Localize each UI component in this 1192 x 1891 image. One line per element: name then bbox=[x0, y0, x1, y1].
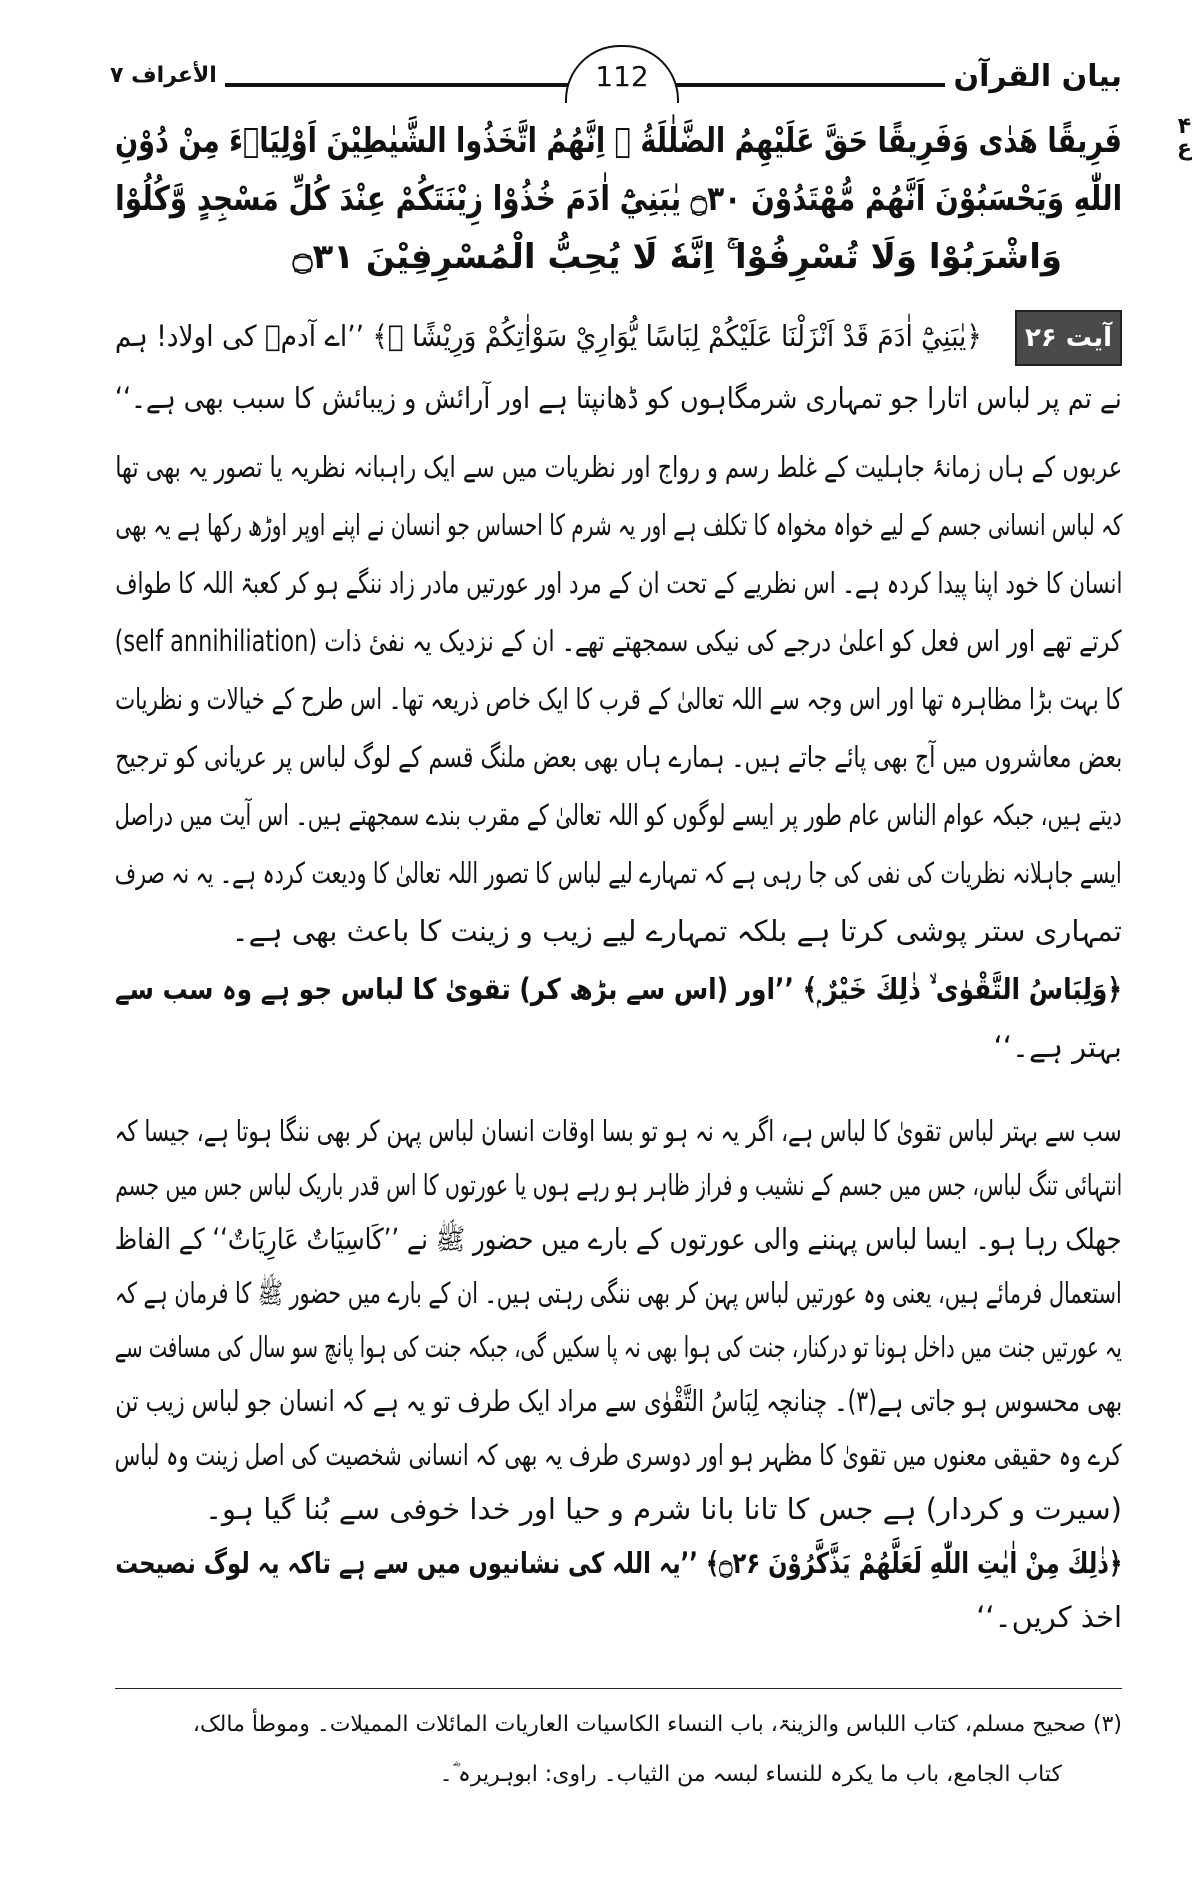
ruku-marker bbox=[1177, 116, 1192, 160]
paragraph-1 bbox=[115, 438, 1122, 1076]
text-line: اللّٰهِ وَيَحْسَبُوْنَ اَنَّهُمْ مُّهْتَدُوْنَ ۝۳۰ يٰبَنِيْٓ اٰدَمَ خُذُوْا زِيْنَتَكُمْ عِنْدَ كُلِّ مَسْجِدٍ وَّكُلُوْا bbox=[115, 179, 1122, 219]
text-line: ﴿ذٰلِكَ مِنْ اٰيٰتِ اللّٰهِ لَعَلَّهُمْ يَذَّكَّرُوْنَ ۝۲۶﴾ ’’یہ اللہ کی نشانیوں میں سے ہے تاکہ یہ لوگ نصیحت bbox=[115, 1546, 1122, 1580]
ruku-mark: ع bbox=[1176, 136, 1192, 161]
text-line: (سیرت و کردار) ہے جس کا تانا بانا شرم و حیا اور خدا خوفی سے بُنا گیا ہو۔ bbox=[205, 1492, 1122, 1526]
text-line: انسان کا خود اپنا پیدا کردہ ہے۔ اس نظریے کے تحت ان کے مرد اور عورتیں مادر زاد ننگے ہو کر کعبۃ اللہ کا طواف bbox=[115, 566, 1122, 600]
text-line: ﴿يٰبَنِيْٓ اٰدَمَ قَدْ اَنْزَلْنَا عَلَيْكُمْ لِبَاسًا يُّوَارِيْ سَوْاٰتِكُمْ وَرِيْشًا ۭ﴾ ’’اے آدمؑ کی اولاد! ہم bbox=[115, 319, 982, 353]
footnotes bbox=[115, 1700, 1122, 1800]
book-title: بیان القرآن bbox=[945, 59, 1122, 94]
footnote-divider bbox=[115, 1688, 1122, 1689]
text-line: وَاشْرَبُوْا وَلَا تُسْرِفُوْا ۚ اِنَّهٗ لَا يُحِبُّ الْمُسْرِفِيْنَ ۝۳۱ bbox=[292, 237, 1062, 277]
text-line: دیتے ہیں، جبکہ عوام الناس عام طور پر ایسے لوگوں کو اللہ تعالیٰ کے مقرب بندے سمجھتے ہیں۔ اس آیت میں دراصل bbox=[115, 798, 1122, 832]
text-line: بعض معاشروں میں آج بھی پائے جاتے ہیں۔ ہمارے ہاں بھی بعض ملنگ قسم کے لوگ لباس پر عریانی کو ترجیح bbox=[115, 740, 1122, 774]
text-line: (۳) صحیح مسلم، کتاب اللباس والزینۃ، باب النساء الکاسیات العاریات المائلات الممیلات۔ وموطأ مالک، bbox=[192, 1712, 1122, 1737]
text-line: سب سے بہتر لباس تقویٰ کا لباس ہے، اگر یہ نہ ہو تو بسا اوقات انسان لباس پہن کر بھی ننگا ہوتا ہے، جیسا کہ bbox=[115, 1114, 1122, 1148]
ruku-number: ۴ bbox=[1177, 114, 1192, 139]
text-line: بہتر ہے۔‘‘ bbox=[993, 1030, 1122, 1064]
quran-text bbox=[115, 112, 1122, 286]
text-line: ﴿وَلِبَاسُ التَّقْوٰى ۙ ذٰلِكَ خَيْرٌ ۭ﴾ ’’اور (اس سے بڑھ کر) تقویٰ کا لباس جو ہے وہ سب سے bbox=[115, 972, 1122, 1006]
text-line: کا بہت بڑا مظاہرہ تھا اور اس وجہ سے اللہ تعالیٰ کے قرب کا ایک خاص ذریعہ تھا۔ اس طرح کے خیالات و نظریات bbox=[115, 682, 1122, 716]
text-line: کرے وہ حقیقی معنوں میں تقویٰ کا مظہر ہو اور دوسری طرف یہ بھی کہ انسانی شخصیت کی اصل زینت وہ لباس bbox=[115, 1438, 1122, 1472]
text-line: عربوں کے ہاں زمانۂ جاہلیت کے غلط رسم و رواج اور نظریات میں سے ایک راہبانہ نظریہ یا تصور یہ بھی تھا bbox=[115, 450, 1122, 484]
text-line: استعمال فرمائے ہیں، یعنی وہ عورتیں لباس پہن کر بھی ننگی رہتی ہیں۔ ان کے بارے میں حضور ﷺ کا فرمان ہے کہ bbox=[115, 1276, 1122, 1310]
paragraph-2 bbox=[115, 1104, 1122, 1644]
surah-name: الأعراف ۷ bbox=[110, 63, 225, 88]
ayah-translation bbox=[115, 305, 1122, 429]
text-line: کرتے تھے اور اس فعل کو اعلیٰ درجے کی نیکی سمجھتے تھے۔ ان کے نزدیک یہ نفیٔ ذات (self annihiliation) bbox=[115, 624, 1122, 658]
text-line: انتہائی تنگ لباس، جس میں جسم کے نشیب و فراز ظاہر ہو رہے ہوں یا عورتوں کا اس قدر باریک لباس جس میں جسم bbox=[115, 1168, 1122, 1202]
text-line: کتاب الجامع، باب ما یکرہ للنساء لبسہ من الثیاب۔ راوی: ابوہریرہ ؓ۔ bbox=[439, 1762, 1062, 1787]
text-line: تمہاری ستر پوشی کرتا ہے بلکہ تمہارے لیے زیب و زینت کا باعث بھی ہے۔ bbox=[231, 914, 1122, 948]
text-line: اخذ کریں۔‘‘ bbox=[976, 1600, 1122, 1634]
text-line: نے تم پر لباس اتارا جو تمہاری شرمگاہوں کو ڈھانپتا ہے اور آرائش و زیبائش کا سبب بھی ہے۔‘‘ bbox=[115, 381, 1122, 415]
running-header bbox=[110, 45, 1122, 105]
text-line: بھی محسوس ہو جاتی ہے(۳)۔ چنانچہ لِبَاسُ التَّقْوٰى سے مراد ایک طرف تو یہ ہے کہ انسان جو لباس زیب تن bbox=[115, 1384, 1122, 1418]
text-line: ایسے جاہلانہ نظریات کی نفی کی جا رہی ہے کہ تمہارے لیے لباس کا تصور اللہ تعالیٰ کا ودیعت کردہ ہے۔ یہ نہ صرف bbox=[115, 856, 1122, 890]
text-line: فَرِيقًا هَدٰى وَفَرِيقًا حَقَّ عَلَيْهِمُ الضَّلٰلَةُ ۭ اِنَّهُمُ اتَّخَذُوا الشَّيٰطِيْنَ اَوْلِيَاۗءَ مِنْ دُوْنِ bbox=[115, 121, 1122, 161]
text-line: کہ لباس انسانی جسم کے لیے خواہ مخواہ کا تکلف ہے اور یہ شرم کا احساس جو انسان نے اپنے اوپر اوڑھ رکھا ہے یہ بھی bbox=[115, 508, 1122, 542]
page-number: 112 bbox=[565, 45, 679, 103]
ayah-badge: آیت ۲۶ bbox=[1015, 310, 1122, 366]
text-line: یہ عورتیں جنت میں داخل ہونا تو درکنار، جنت کی ہوا بھی نہ پا سکیں گی، جبکہ جنت کی ہوا پانچ سو سال کی مسافت سے bbox=[115, 1330, 1122, 1364]
text-line: جھلک رہا ہو۔ ایسا لباس پہننے والی عورتوں کے بارے میں حضور ﷺ نے ’’كَاسِيَاتٌ عَارِيَاتٌ‘‘ کے الفاظ bbox=[115, 1222, 1122, 1256]
